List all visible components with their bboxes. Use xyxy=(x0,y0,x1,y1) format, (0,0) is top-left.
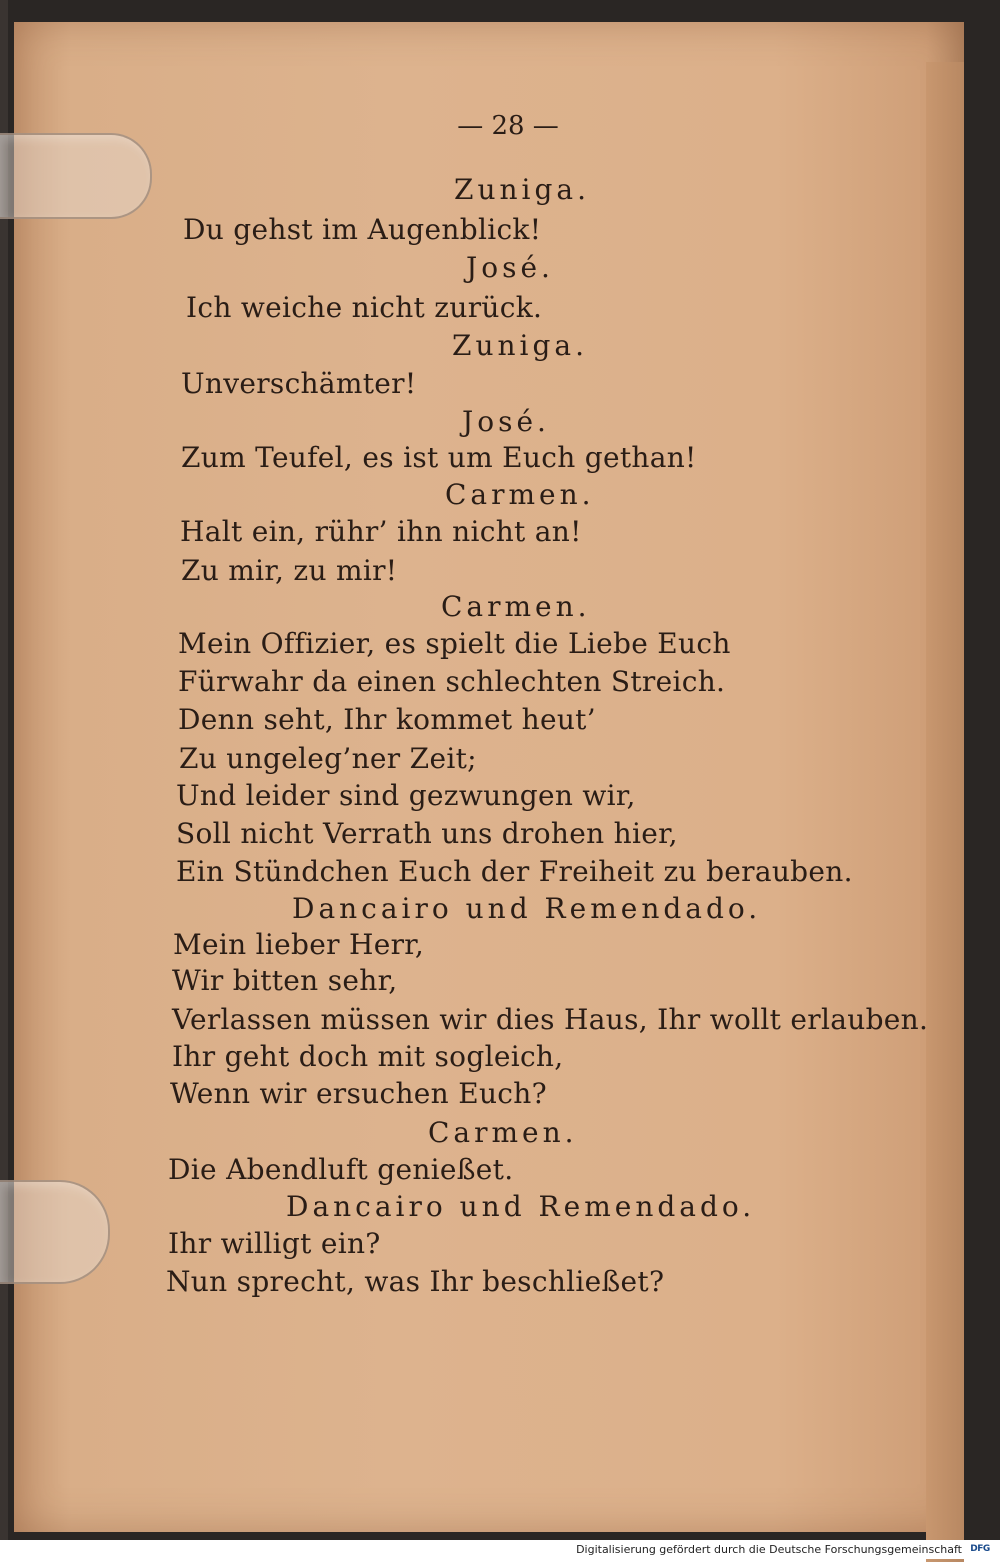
verse-line: Zu mir, zu mir! xyxy=(181,554,398,587)
verse-line: Zu ungeleg’ner Zeit; xyxy=(179,742,477,775)
speaker-name: José. xyxy=(462,405,550,438)
speaker-name: Zuniga. xyxy=(452,329,588,362)
verse-line: Wenn wir ersuchen Euch? xyxy=(170,1077,547,1110)
verse-line: Ein Stündchen Euch der Freiheit zu berauben. xyxy=(176,855,853,888)
speaker-name: Carmen. xyxy=(441,590,591,623)
verse-line: Ihr geht doch mit sogleich, xyxy=(172,1040,564,1073)
verse-line: Wir bitten sehr, xyxy=(172,964,398,997)
verse-line: Zum Teufel, es ist um Euch gethan! xyxy=(181,441,697,474)
verse-line: Fürwahr da einen schlechten Streich. xyxy=(178,665,726,698)
speaker-name: Dancairo und Remendado. xyxy=(286,1190,756,1223)
verse-line: Ich weiche nicht zurück. xyxy=(186,291,543,324)
verse-line: Mein Offizier, es spielt die Liebe Euch xyxy=(178,627,731,660)
verse-line: Und leider sind gezwungen wir, xyxy=(176,779,636,812)
speaker-name: Carmen. xyxy=(445,478,595,511)
speaker-name: Dancairo und Remendado. xyxy=(292,892,762,925)
verse-line: Unverschämter! xyxy=(181,367,417,400)
verse-line: Denn seht, Ihr kommet heut’ xyxy=(178,703,596,736)
speaker-name: José. xyxy=(466,251,554,284)
footer-credit: Digitalisierung gefördert durch die Deutsche Forschungsgemeinschaft xyxy=(576,1543,962,1556)
verse-line: Die Abendluft genießet. xyxy=(168,1153,514,1186)
dfg-logo-icon: DFG xyxy=(970,1544,990,1554)
verse-line: Ihr willigt ein? xyxy=(168,1227,381,1260)
verse-line: Verlassen müssen wir dies Haus, Ihr wollt erlauben. xyxy=(172,1003,929,1036)
page-number: — 28 — xyxy=(457,111,559,141)
digitization-footer xyxy=(0,1540,1000,1559)
verse-line: Soll nicht Verrath uns drohen hier, xyxy=(176,817,678,850)
speaker-name: Zuniga. xyxy=(454,173,590,206)
speaker-name: Carmen. xyxy=(428,1116,578,1149)
verse-line: Halt ein, rühr’ ihn nicht an! xyxy=(180,515,582,548)
verse-line: Mein lieber Herr, xyxy=(173,928,425,961)
verse-line: Nun sprecht, was Ihr beschließet? xyxy=(166,1265,665,1298)
verse-line: Du gehst im Augenblick! xyxy=(183,213,542,246)
